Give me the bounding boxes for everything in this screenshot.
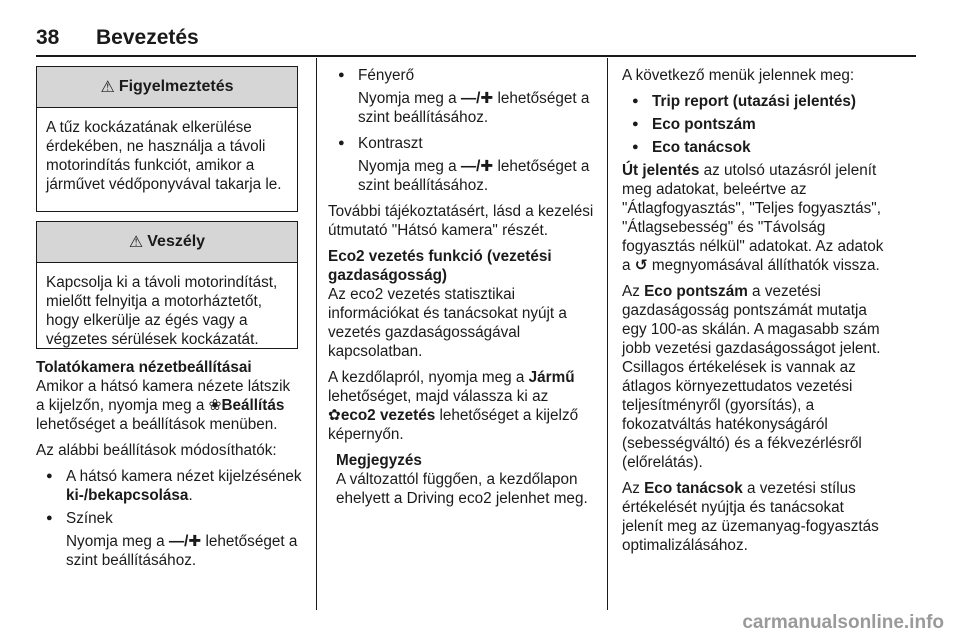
- watermark: carmanualsonline.info: [742, 612, 944, 633]
- note-title: Megjegyzés: [336, 452, 422, 469]
- eco-tips-paragraph: Az Eco tanácsok a vezetési stílus értékelését nyújtja és tanácsokat jelenít meg az üzemanyag-fogyasztás optimalizálásához.: [622, 480, 879, 554]
- warning-box-title: Figyelmeztetés: [118, 78, 234, 95]
- list-item: ● Színek: [36, 509, 302, 528]
- header-rule: [36, 55, 916, 57]
- list-item: ● Eco pontszám: [622, 115, 888, 134]
- list-item-detail: Nyomja meg a —/✚ lehetőséget a szint beállításához.: [66, 533, 298, 569]
- list-item-detail: Nyomja meg a —/✚ lehetőséget a szint beállításához.: [358, 158, 590, 194]
- danger-box-title: Veszély: [147, 233, 206, 250]
- column-divider: [316, 58, 317, 610]
- note: [328, 451, 598, 508]
- minus-plus-icon: —/✚: [460, 90, 494, 107]
- trip-report-paragraph: Út jelentés az utolsó utazásról jelenít meg adatokat, beleértve az "Átlagfogyasztás", "Teljes fogyasztás", "Átlagsebesség" és "Távolság fogyasztás nélkül" adatokat. Az adatok a ↺ megnyomásával állíthatók vissza.: [622, 162, 884, 274]
- list-item: ● Fényerő: [328, 66, 598, 85]
- section-title-camera: Tolatókamera nézetbeállításai: [36, 359, 252, 376]
- section-title-eco2: Eco2 vezetés funkció (vezetési gazdaságosság): [328, 248, 552, 284]
- warning-box-body: A tűz kockázatának elkerülése érdekében, ne használja a távoli motorindítás funkciót, amikor a járművet védőponyvával takarja le.: [46, 119, 282, 193]
- page-title: Bevezetés: [96, 26, 199, 49]
- minus-plus-icon: —/✚: [168, 533, 202, 550]
- settings-intro: Az alábbi beállítások módosíthatók:: [36, 442, 277, 459]
- list-item: ● Eco tanácsok: [622, 138, 888, 157]
- list-item-detail: Nyomja meg a —/✚ lehetőséget a szint beállításához.: [358, 90, 590, 126]
- warning-box-header: [37, 67, 297, 108]
- note-body: A változattól függően, a kezdőlapon ehelyett a Driving eco2 jelenhet meg.: [336, 471, 588, 507]
- eco2-homepage-paragraph: A kezdőlapról, nyomja meg a Jármű lehetőséget, majd válassza ki az ✿eco2 vezetés lehetőséget a kijelző képernyőn.: [328, 369, 579, 443]
- gear-icon: ❀: [208, 397, 222, 414]
- list-item: ● A hátsó kamera nézet kijelzésének ki-/bekapcsolása.: [36, 467, 302, 505]
- camera-reference-paragraph: További tájékoztatásért, lásd a kezelési útmutató "Hátsó kamera" részét.: [328, 203, 594, 239]
- list-item: ● Trip report (utazási jelentés): [622, 92, 888, 111]
- column-2: [328, 66, 598, 508]
- warning-box: [36, 66, 298, 212]
- warning-triangle-icon: ⚠: [128, 234, 144, 251]
- column-3: [622, 66, 888, 562]
- column-1-text: [36, 358, 302, 577]
- reset-arrow-icon: ↺: [634, 257, 648, 274]
- page-header: [36, 26, 199, 50]
- eco-score-paragraph: Az Eco pontszám a vezetési gazdaságosság pontszámát mutatja egy 100-as skálán. A magasabb szám jobb vezetési gazdaságosságot jelent. Csillagos értékelések is vannak az átlagos környezettudatos vezetési teljesítményről (gyorsítás), a fokozatváltás hatékonyságáról (sebességváltó) és a fékvezérlésről (előrelátás).: [622, 283, 881, 471]
- eco2-paragraph: Az eco2 vezetés statisztikai információkat és tanácsokat nyújt a vezetés gazdaságosságával kapcsolatban.: [328, 286, 567, 360]
- column-divider: [607, 58, 608, 610]
- danger-box-header: [37, 222, 297, 263]
- leaf-icon: ✿: [328, 407, 341, 424]
- warning-triangle-icon: ⚠: [100, 79, 115, 96]
- page-number: 38: [36, 26, 60, 49]
- danger-box-body: Kapcsolja ki a távoli motorindítást, mielőtt felnyitja a motorháztetőt, hogy elkerülje az égés vagy a végzetes sérülések kockázatát.: [46, 274, 278, 348]
- menus-intro: A következő menük jelennek meg:: [622, 67, 855, 84]
- danger-box: [36, 221, 298, 349]
- list-item: ● Kontraszt: [328, 134, 598, 153]
- minus-plus-icon: —/✚: [460, 158, 494, 175]
- camera-settings-paragraph: Amikor a hátsó kamera nézete látszik a kijelzőn, nyomja meg a ❀Beállítás lehetőséget a beállítások menüben.: [36, 378, 291, 433]
